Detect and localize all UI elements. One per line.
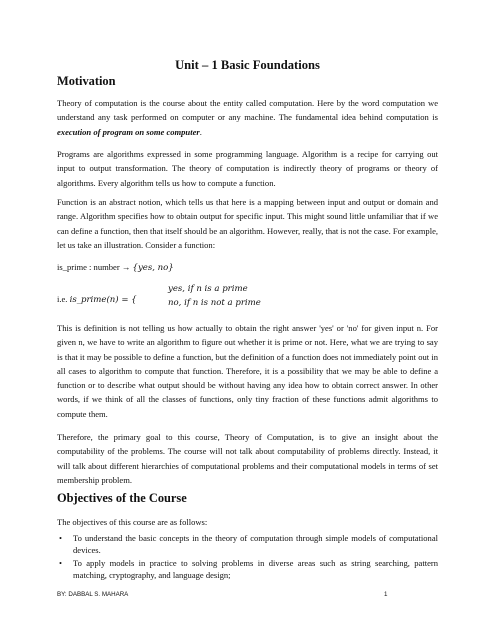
- page-title: Unit – 1 Basic Foundations: [175, 58, 320, 72]
- paragraph-1: [57, 96, 438, 139]
- case-prime: yes, if n is a prime: [168, 284, 248, 294]
- function-definition: is_prime(n) = {: [69, 295, 137, 305]
- function-signature: [57, 262, 174, 273]
- paragraph-2: Programs are algorithms expressed in some programming language. Algorithm is a recipe for carrying out input to output transformation. The theory of computation is indirectly theory of programs or theory of algorithms. Every algorithm tells us how to compute a function.: [57, 149, 438, 188]
- paragraph-1-emphasis: execution of program on some computer: [57, 126, 200, 137]
- objectives-list: [57, 532, 438, 582]
- ie-label: i.e.: [57, 294, 70, 304]
- list-item: [57, 532, 438, 556]
- bullet-icon: •: [59, 533, 62, 543]
- list-item-text: To apply models in practice to solving problems in diverse areas such as string searching, pattern matching, cryptography, and language design;: [73, 558, 438, 580]
- paragraph-3: Function is an abstract notion, which tells us that here is a mapping between input and output or domain and range. Algorithm specifies how to obtain output for specific input. This might sound little unfamiliar that if we can define a function, then that itself should be an algorithm. However, really, that is not the case. For example, let us take an illustration. Consider a function:: [57, 197, 438, 250]
- paragraph-5: Therefore, the primary goal to this course, Theory of Computation, is to give an insight about the computability of the problems. The course will not talk about computability of problems directly. Instead, it will talk about different hierarchies of computational problems and their computational models in terms of set membership problem.: [57, 432, 438, 485]
- bullet-icon: •: [59, 558, 62, 568]
- footer-author: BY: DABBAL S. MAHARA: [57, 591, 129, 598]
- list-item: [57, 557, 438, 581]
- footer-page-number: 1: [384, 591, 388, 598]
- objectives-intro: The objectives of this course are as follows:: [57, 517, 208, 527]
- motivation-heading: Motivation: [57, 74, 116, 88]
- list-item-text: To understand the basic concepts in the theory of computation through simple models of computational devices.: [73, 533, 438, 555]
- paragraph-1-end: .: [199, 126, 202, 137]
- definition-line: [57, 294, 137, 305]
- signature-set: {yes, no}: [132, 263, 174, 273]
- objectives-heading: Objectives of the Course: [57, 491, 187, 505]
- paragraph-1-text: Theory of computation is the course about the entity called computation. Here by the word computation we understand any task performed on computer or any machine. The fundamental idea behind computation is: [57, 98, 438, 123]
- paragraph-4: This is definition is not telling us how actually to obtain the right answer 'yes' or 'no' for given input n. For given n, we have to write an algorithm to figure out whether it is prime or not. Here, what we are trying to say is that it may be possible to define a function, but the definition of a function does not immediately point out in all cases to algorithm to compute that function. Therefore, it is a possibility that we may be able to define a function or to describe what output should be without having any idea how to obtain correct answer. In other words, if we think of all the classes of functions, only tiny fraction of these functions admit algorithms to compute them.: [57, 323, 438, 419]
- signature-text: is_prime : number →: [57, 262, 133, 272]
- case-not-prime: no, if n is not a prime: [168, 298, 261, 308]
